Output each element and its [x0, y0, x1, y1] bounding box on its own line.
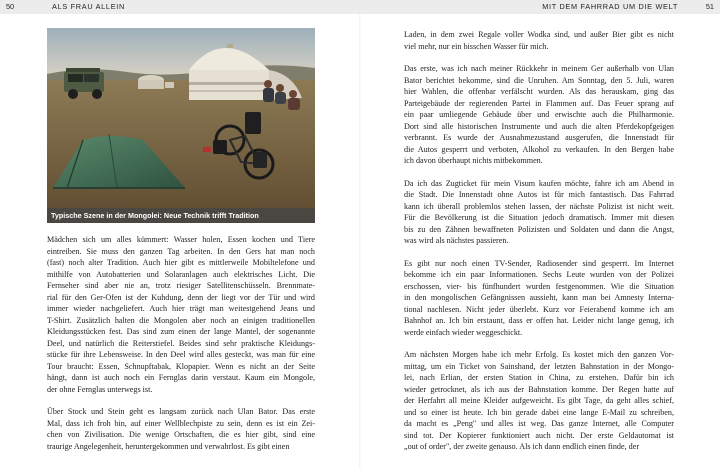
text-line: die Autos gesperrt und verboten, Alkohol zu verkaufen. In den Bergen habe	[404, 144, 674, 154]
text-line: Am nächsten Morgen habe ich mehr Erfolg. Es kostet mich den ganzen Vor-	[404, 350, 674, 359]
text-line: Laden, in dem zwei Regale voller Wodka sind, und außer Bier gibt es nicht	[404, 30, 674, 39]
text-line: immer wieder nachgeliefert. Auch hier trägt man weitestgehend Jeans und	[47, 304, 315, 313]
text-line: Parteigebäude der regierenden Partei in Flammen auf. Das Feuer sprang auf	[404, 98, 674, 108]
text-line: (fast) noch alter Tradition. Auch hier gibt es mittlerweile Mobiltelefone und	[47, 258, 315, 267]
text-line: Kleidungsstücken fest. Das sind zum einen der lange Mantel, der sogenannte	[47, 327, 315, 336]
body-paragraph	[404, 63, 674, 167]
text-line: Bator berichtet bekomme, sind die Unruhen. Am Sonntag, den 5. Juli, waren	[404, 75, 674, 85]
text-line: verbrannt. Es wurde der Ausnahmezustand ausgerufen, die Innenstadt für	[404, 133, 674, 142]
body-paragraph	[47, 406, 315, 452]
body-paragraph	[404, 29, 674, 52]
text-line: Mädchen sich um alles kümmert: Wasser holen, Essen kochen und Tiere	[47, 235, 315, 244]
text-line: bis zu den Zähnen bewaffneten Polizisten und Soldaten und dann die Angst,	[404, 224, 674, 234]
text-line: kann ich überall problemlos stehen lassen, der nächste Polizist ist nicht weit.	[404, 201, 674, 211]
text-line: mittag, um ein Ticket von Sainshand, der letzten Bahnstation in der Mongo-	[404, 361, 674, 371]
text-line: tional nachlesen. Nicht jeder überlebt. Kurz vor Feierabend komme ich am	[404, 304, 674, 314]
text-line: bekomme ich ein paar Informationen. Sechs Leute wurden von der Polizei	[404, 270, 674, 279]
mongolia-photo	[47, 28, 315, 223]
text-line: die Stadt. Die Innenstadt ohne Autos ist für mich fantastisch. Das Fahrrad	[404, 190, 674, 199]
photo-caption: Typische Szene in der Mongolei: Neue Technik trifft Tradition	[47, 208, 315, 223]
text-line: Für die Bevölkerung ist die Situation jedoch dramatisch. Immer mit diesen	[404, 213, 674, 222]
text-line: erschossen, vier- bis fünfhundert wurden festgenommen. Wie die Situation	[404, 281, 674, 291]
text-line: ich davon überhaupt nichts mitbekommen.	[404, 156, 543, 165]
text-line: da macht es „Peng" und alles ist weg. Das ganze Internet, alle Computer	[404, 419, 674, 428]
text-line: Das erste, was ich nach meiner Rückkehr in meinem Ger außerhalb von Ulan	[404, 64, 674, 73]
text-line: der ohne Fernglas unterwegs ist.	[47, 384, 153, 394]
right-page-header	[360, 0, 720, 14]
text-line: hängt, dann ist auch noch ein Fernglas darin verstaut. Kaum ein Mongole,	[47, 373, 315, 382]
right-page-number: 51	[705, 2, 714, 11]
book-gutter	[359, 14, 361, 469]
left-page-number: 50	[6, 2, 15, 11]
left-page-header	[0, 0, 360, 14]
text-line: eintreiben. Sie muss den ganzen Tag arbeiten. In den Gers hat man noch	[47, 246, 315, 256]
text-line: werde einfach wieder weggeschickt.	[404, 327, 523, 337]
text-line: Es gibt nur noch einen TV-Sender, Radiosender sind gesperrt. Im Internet	[404, 258, 674, 268]
body-paragraph	[404, 349, 674, 453]
text-line: Da ich das Zugticket für mein Visum kaufen möchte, fahre ich am Abend in	[404, 178, 674, 188]
text-line: Deel, und natürlich die Reiterstiefel. Beides sind sehr praktische Kleidungs-	[47, 338, 315, 348]
text-line: ein paar umliegende Gebäude über und erwischte auch die Philharmonie.	[404, 110, 674, 119]
left-running-title: ALS FRAU ALLEIN	[52, 2, 125, 11]
text-line: wieder getrocknet, als ich aus der Bahnstation komme. Der Regen hatte auf	[404, 384, 674, 394]
text-line: Über Stock und Stein geht es langsam zurück nach Ulan Bator. Das erste	[47, 407, 315, 416]
text-line: und so einer ist heute. Ich bin gerade dabei eine lange E-Mail zu schreiben,	[404, 407, 674, 417]
body-paragraph	[404, 178, 674, 247]
text-line: chen von Zivilisation. Die wenige Ortschaften, die es hier gibt, sind eine	[47, 430, 315, 439]
text-line: Tour braucht: Essen, Schnupftabak, Klopapier. Wenn es nicht an der Seite	[47, 361, 315, 371]
text-line: in den mongolischen Gefängnissen aussieht, kann man bei Amnesty Interna-	[404, 293, 674, 302]
text-line: der Herfahrt all meine Kleider aufgeweicht. Es gibt Tage, da geht alles schief,	[404, 396, 674, 405]
text-line: T-Shirt. Zusätzlich halten die Mongolen aber noch an einigen traditionellen	[47, 315, 315, 325]
text-line: Dort sind alle historischen Instrumente und auch die alten Pferdekopfgeigen	[404, 121, 674, 131]
left-page-body	[47, 234, 315, 452]
text-line: Fernseher sind aber nie an, trotz riesiger Satellitenschüsseln. Brennmate-	[47, 281, 315, 290]
text-line: „out of order", der zweite genauso. Als ich dann endlich einen finde, der	[404, 442, 640, 451]
right-running-title: MIT DEM FAHRRAD UM DIE WELT	[542, 2, 678, 11]
text-line: Bahnhof an. Ich bin erstaunt, dass er offen hat. Leider nicht lange genug, ich	[404, 316, 674, 325]
body-paragraph	[404, 258, 674, 339]
text-line: Mal, dass ich froh bin, auf einer Wellblechpiste zu sein, denn es ist ein Zei-	[47, 418, 315, 428]
right-page-body	[404, 29, 674, 453]
text-line: lei, nach Erlian, der ersten Station in China, zu erstehen. Dafür bin ich	[404, 373, 674, 382]
text-line: stücke für ihre Lebensweise. In den Deel wird alles gesteckt, was man für eine	[47, 350, 315, 359]
text-line: mithilfe von Autobatterien und Solaranlagen auch elektrisches Licht. Die	[47, 269, 315, 279]
text-line: sind tot. Der Kopierer funktioniert auch nicht. Der erste Geldautomat ist	[404, 430, 674, 440]
text-line: viel mehr, nur ein bisschen Wasser für mich.	[404, 41, 549, 51]
body-paragraph	[47, 234, 315, 395]
text-line: traurige Angelegenheit, heruntergekommen und verwahrlost. Es gibt einen	[47, 441, 290, 451]
text-line: rial für den Ger-Ofen ist der Kuhdung, denn der liegt vor der Tür und wird	[47, 292, 315, 302]
text-line: hier Wahlen, die offenbar verfälscht wurden. Als das herauskam, ging das	[404, 87, 674, 96]
camp-scene-illustration	[47, 28, 315, 223]
text-line: was wird als nächstes passieren.	[404, 236, 509, 245]
